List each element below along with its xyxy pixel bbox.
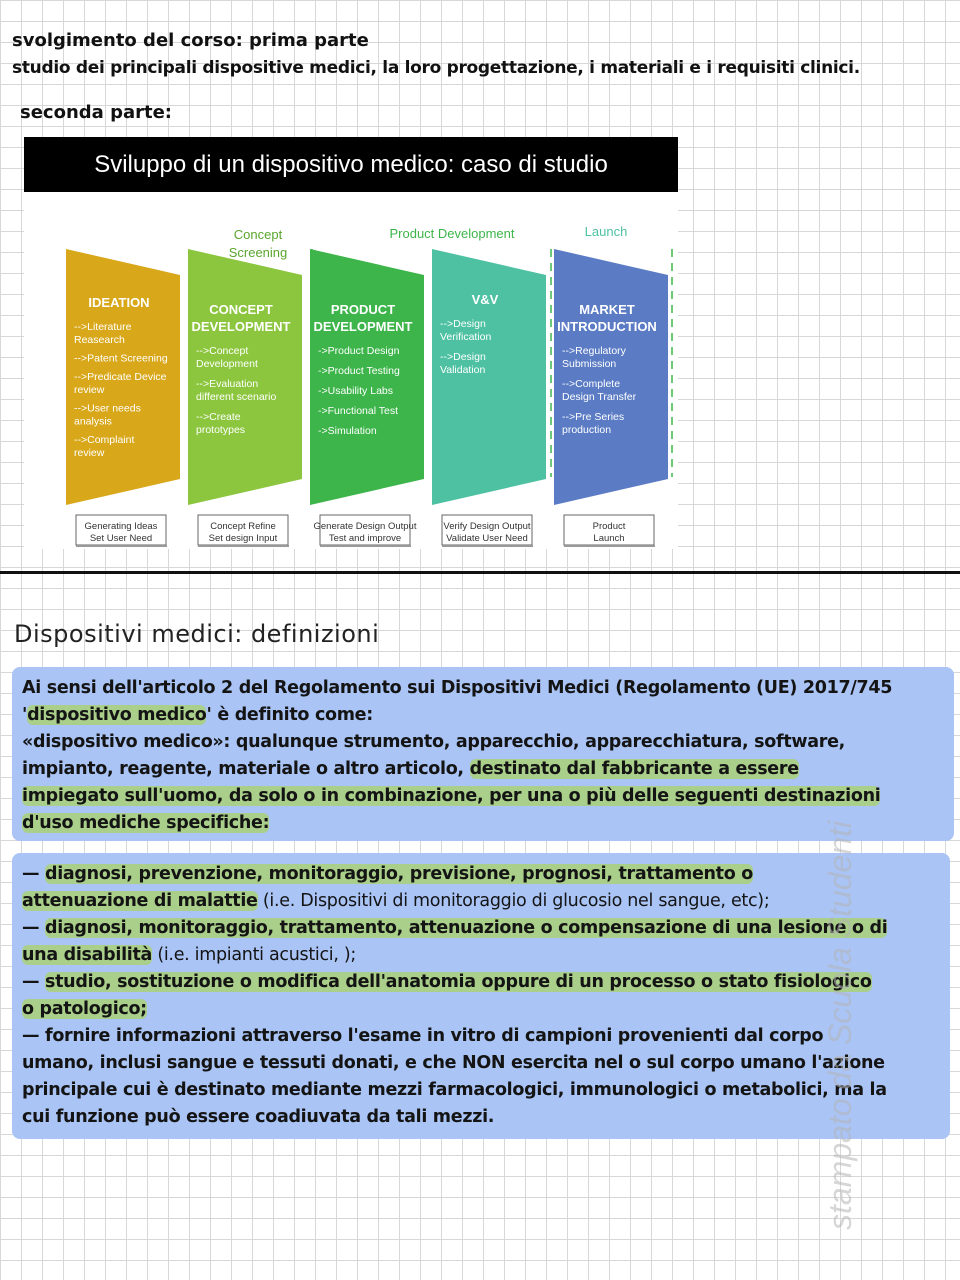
highlighted-text: impiegato sull'uomo, da solo o in combinazione, per una o più delle seguenti destinazioni [22,786,881,806]
section-divider [0,571,960,574]
definition-line [22,783,944,810]
stage-title: PRODUCT [330,302,396,317]
stage-item: -->Predicate Device [74,371,167,383]
definition-line: «dispositivo medico»: qualunque strumento, apparecchio, apparecchiatura, software, [22,732,846,752]
intended-uses-box [12,853,950,1139]
phase-label: Launch [584,224,628,239]
use-item-line: — studio, sostituzione o modifica dell'anatomia oppure di un processo o stato fisiologico [22,972,872,992]
stage-item: ->Product Testing [318,365,400,377]
stage-item: -->User needs [74,402,141,415]
stage-title: MARKET [579,302,635,317]
stage-output-label: Launch [593,533,625,544]
stage-item: Reasearch [74,334,125,346]
stage-item: -->Complaint [74,434,135,446]
stage-title: INTRODUCTION [557,319,657,334]
stage-output-label: Test and improve [328,533,402,544]
stage-item: different scenario [196,391,277,403]
stage-item: -->Design [440,351,486,363]
highlighted-text: studio, sostituzione o modifica dell'anatomia oppure di un processo o stato fisiologico [45,972,872,992]
stage-title: V&V [471,292,499,307]
use-item-line: una disabilità (i.e. impianti acustici, ); [22,945,356,965]
stage-item: Design Transfer [562,391,637,403]
stage-item: Validation [440,364,486,376]
stage-item: -->Create [196,411,241,423]
stage-output-label: Concept Refine [210,521,276,532]
use-item-line: principale cui è destinato mediante mezzi farmacologici, immunologici o metabolici, ma la [22,1080,887,1100]
stage-item: production [562,424,612,436]
stage-item: -->Evaluation [196,378,259,390]
stage-title: DEVELOPMENT [313,319,413,334]
stage-output-label: Validate User Need [446,533,528,544]
definition-line: Ai sensi dell'articolo 2 del Regolamento sui Dispositivi Medici (Regolamento (UE) 2017/745 [22,678,893,698]
stage-item: -->Concept [196,345,249,357]
course-intro-description: studio dei principali dispositive medici, la loro progettazione, i materiali e i requisiti clinici. [12,58,860,78]
stage-item: analysis [74,415,112,428]
phase-label: Screening [228,245,288,260]
stage-title: DEVELOPMENT [191,319,291,334]
use-item-line: — diagnosi, monitoraggio, trattamento, attenuazione o compensazione di una lesione o di [22,918,888,938]
stage-shape [310,249,424,505]
stage-output-label: Product [592,521,626,532]
stage-output-label: Set design Input [208,533,278,544]
stage-item: ->Simulation [318,425,377,437]
stage-output-label: Set User Need [89,533,153,544]
stage-item: Development [196,358,258,370]
definition-line: 'dispositivo medico' è definito come: [22,705,373,725]
stage-item: -->Design [440,318,486,330]
use-item-line: attenuazione di malattie (i.e. Dispositivi di monitoraggio di glucosio nel sangue, etc); [22,891,770,911]
highlighted-text: attenuazione di malattie [22,891,258,911]
stage-item: -->Literature [74,321,132,333]
stage-item: Verification [440,331,492,343]
definition-box [12,667,954,841]
stage-item: prototypes [196,424,246,436]
definition-line [22,810,944,837]
stage-item: review [74,384,105,396]
highlighted-text: d'uso mediche specifiche: [22,813,270,833]
phase-label: Product Development [389,226,515,241]
watermark: stampato da Scuola Studenti [822,820,858,1230]
use-item-line: umano, inclusi sangue e tessuti donati, e che NON esercita nel o sul corpo umano l'azione [22,1053,885,1073]
stage-output-label: Generate Design Output [313,521,417,532]
stage-item: -->Pre Series [562,411,625,423]
stage-title: CONCEPT [209,302,273,317]
stage-title: IDEATION [88,295,150,310]
stage-shape [432,249,546,505]
stage-item: ->Functional Test [318,405,399,417]
slide-title: Sviluppo di un dispositivo medico: caso di studio [24,137,678,192]
use-item-line: — diagnosi, prevenzione, monitoraggio, previsione, prognosi, trattamento o [22,864,753,884]
stage-item: -->Complete [562,378,621,390]
highlighted-term: dispositivo medico [27,705,207,725]
stage-item: Submission [562,358,617,370]
use-item-line [22,996,940,1023]
course-intro-line: svolgimento del corso: prima parte [12,30,369,51]
stage-shape [188,249,302,505]
highlighted-text: o patologico; [22,999,147,1019]
definition-line: impianto, reagente, materiale o altro articolo, destinato dal fabbricante a essere [22,759,799,779]
highlighted-text: diagnosi, monitoraggio, trattamento, attenuazione o compensazione di una lesione o di [45,918,888,938]
highlighted-text: diagnosi, prevenzione, monitoraggio, previsione, prognosi, trattamento o [45,864,753,884]
use-item-line: cui funzione può essere coadiuvata da tali mezzi. [22,1107,495,1127]
stage-output-label: Verify Design Output [443,521,531,532]
section-title: Dispositivi medici: definizioni [14,620,380,648]
stage-item: -->Regulatory [562,345,626,357]
stage-item: -->Patent Screening [74,352,168,365]
stage-item: ->Usability Labs [318,385,393,397]
phase-label: Concept [233,227,283,242]
development-process-slide [24,137,678,549]
stage-output-label: Generating Ideas [84,521,158,532]
second-part-label: seconda parte: [20,102,172,123]
highlighted-text: destinato dal fabbricante a essere [469,759,799,779]
use-item-line: — fornire informazioni attraverso l'esame in vitro di campioni provenienti dal corpo [22,1026,824,1046]
highlighted-text: una disabilità [22,945,153,965]
development-process-diagram [24,137,678,549]
stage-item: ->Product Design [318,345,400,357]
stage-shape [554,249,668,505]
stage-item: review [74,447,105,459]
